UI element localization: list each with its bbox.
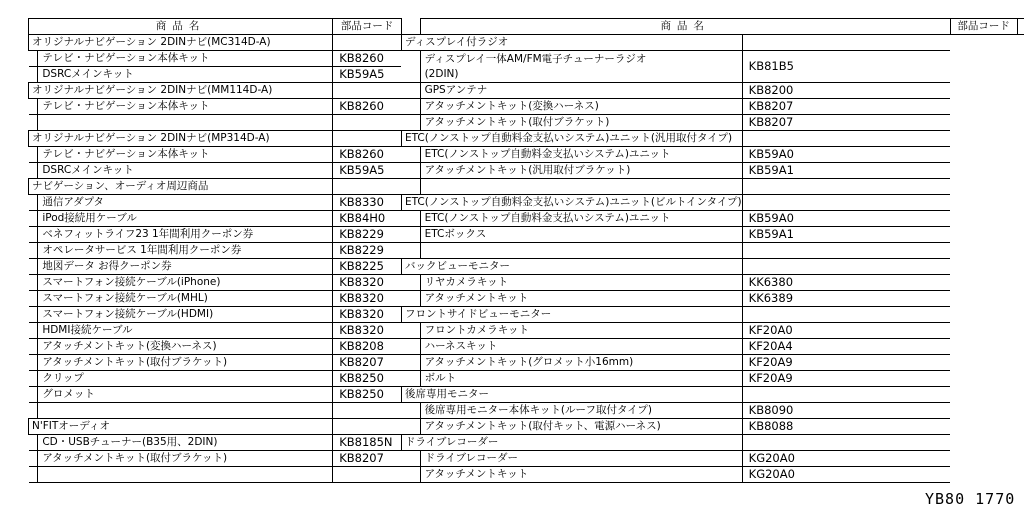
left-indent-cell xyxy=(29,163,38,179)
right-part-code: KK6380 xyxy=(742,275,950,291)
table-row xyxy=(29,83,1024,99)
left-indent-cell xyxy=(29,195,38,211)
right-indent-cell xyxy=(401,339,420,355)
right-item-label-line2: (2DIN) xyxy=(424,67,459,80)
table-row xyxy=(29,243,1024,259)
right-item-label xyxy=(420,243,742,259)
left-part-code: KB8320 xyxy=(333,323,402,339)
left-part-code: KB8229 xyxy=(333,243,402,259)
left-item-label: テレビ・ナビゲーション本体キット xyxy=(38,51,333,67)
left-indent-cell xyxy=(29,115,38,131)
right-indent-cell xyxy=(401,451,420,467)
left-part-code xyxy=(333,131,402,147)
right-part-code xyxy=(742,243,950,259)
table-row xyxy=(29,115,1024,131)
column-separator xyxy=(401,19,420,35)
left-indent-cell xyxy=(29,259,38,275)
table-row xyxy=(29,275,1024,291)
left-item-label: グロメット xyxy=(38,387,333,403)
left-indent-cell xyxy=(29,67,38,83)
right-part-code: KB8088 xyxy=(742,419,950,435)
right-part-code: KG20A0 xyxy=(742,467,950,483)
left-item-label: クリップ xyxy=(38,371,333,387)
left-part-code: KB8320 xyxy=(333,291,402,307)
right-category-label: バックビューモニター xyxy=(401,259,742,275)
right-item-label: ETCボックス xyxy=(420,227,742,243)
table-row xyxy=(29,323,1024,339)
right-indent-cell xyxy=(401,467,420,483)
right-name-header: 商品名 xyxy=(420,19,950,35)
right-item-label: アタッチメントキット xyxy=(420,291,742,307)
right-part-code: KF20A9 xyxy=(742,355,950,371)
left-part-code: KB8260 xyxy=(333,51,402,67)
right-indent-cell xyxy=(401,291,420,307)
left-part-code xyxy=(333,115,402,131)
left-item-label: ベネフィットライフ23 1年間利用クーポン券 xyxy=(38,227,333,243)
right-part-code xyxy=(742,179,950,195)
left-item-label: 地図データ お得クーポン券 xyxy=(38,259,333,275)
left-indent-cell xyxy=(29,51,38,67)
left-item-label: オペレータサービス 1年間利用クーポン券 xyxy=(38,243,333,259)
left-item-label: iPod接続用ケーブル xyxy=(38,211,333,227)
right-indent-cell xyxy=(401,51,420,83)
right-item-label: GPSアンテナ xyxy=(420,83,742,99)
left-item-label: DSRCメインキット xyxy=(38,163,333,179)
right-item-label: アタッチメントキット(取付キット、電源ハーネス) xyxy=(420,419,742,435)
right-indent-cell xyxy=(401,323,420,339)
right-category-label: フロントサイドビューモニター xyxy=(401,307,742,323)
left-indent-cell xyxy=(29,99,38,115)
right-part-code: KB81B5 xyxy=(742,51,950,83)
left-part-code: KB8260 xyxy=(333,147,402,163)
table-row xyxy=(29,147,1024,163)
left-category-label: N'FITオーディオ xyxy=(29,419,333,435)
table-row xyxy=(29,371,1024,387)
left-part-code: KB8330 xyxy=(333,195,402,211)
left-indent-cell xyxy=(29,211,38,227)
left-part-code: KB8207 xyxy=(333,451,402,467)
right-part-code xyxy=(742,307,950,323)
table-row xyxy=(29,355,1024,371)
left-item-label: 通信アダプタ xyxy=(38,195,333,211)
left-item-label: DSRCメインキット xyxy=(38,67,333,83)
right-category-label: ディスプレイ付ラジオ xyxy=(401,35,742,51)
right-item-label: フロントカメラキット xyxy=(420,323,742,339)
right-part-code xyxy=(742,259,950,275)
right-item-label: 後席専用モニター本体キット(ルーフ取付タイプ) xyxy=(420,403,742,419)
right-edge-strip xyxy=(1017,19,1024,35)
left-category-label: オリジナルナビゲーション 2DINナビ(MP314D-A) xyxy=(29,131,333,147)
left-indent-cell xyxy=(29,291,38,307)
right-part-code: KF20A0 xyxy=(742,323,950,339)
right-indent-cell xyxy=(401,179,420,195)
left-category-label: ナビゲーション、オーディオ周辺商品 xyxy=(29,179,333,195)
right-indent-cell xyxy=(401,355,420,371)
reference-number: YB80 1770 xyxy=(925,490,1016,508)
left-part-code: KB8320 xyxy=(333,307,402,323)
left-item-label: スマートフォン接続ケーブル(MHL) xyxy=(38,291,333,307)
left-part-code xyxy=(333,83,402,99)
left-indent-cell xyxy=(29,467,38,483)
left-part-code: KB59A5 xyxy=(333,163,402,179)
right-item-label: ハーネスキット xyxy=(420,339,742,355)
left-part-code xyxy=(333,403,402,419)
right-part-code: KB8207 xyxy=(742,115,950,131)
right-part-code: KB8207 xyxy=(742,99,950,115)
left-part-code: KB8250 xyxy=(333,371,402,387)
right-item-label: アタッチメントキット xyxy=(420,467,742,483)
right-part-code: KB8200 xyxy=(742,83,950,99)
parts-table-sheet xyxy=(28,18,1024,483)
table-row xyxy=(29,339,1024,355)
left-code-header: 部品コード xyxy=(333,19,402,35)
left-item-label xyxy=(38,467,333,483)
right-item-label: リヤカメラキット xyxy=(420,275,742,291)
table-row xyxy=(29,35,1024,51)
table-row xyxy=(29,307,1024,323)
left-category-label: オリジナルナビゲーション 2DINナビ(MC314D-A) xyxy=(29,35,333,51)
left-part-code: KB8229 xyxy=(333,227,402,243)
left-part-code: KB8250 xyxy=(333,387,402,403)
right-item-label: ETC(ノンストップ自動料金支払いシステム)ユニット xyxy=(420,211,742,227)
right-category-label: ドライブレコーダー xyxy=(401,435,742,451)
right-item-label: アタッチメントキット(グロメット小16mm) xyxy=(420,355,742,371)
left-part-code: KB8225 xyxy=(333,259,402,275)
right-indent-cell xyxy=(401,403,420,419)
left-part-code: KB59A5 xyxy=(333,67,402,83)
right-part-code xyxy=(742,131,950,147)
right-part-code xyxy=(742,435,950,451)
left-item-label: テレビ・ナビゲーション本体キット xyxy=(38,99,333,115)
right-category-label: 後席専用モニター xyxy=(401,387,742,403)
left-part-code: KB84H0 xyxy=(333,211,402,227)
right-item-label-multiline xyxy=(420,51,742,83)
table-row xyxy=(29,51,1024,67)
table-row xyxy=(29,179,1024,195)
table-row xyxy=(29,163,1024,179)
right-indent-cell xyxy=(401,115,420,131)
left-indent-cell xyxy=(29,371,38,387)
left-indent-cell xyxy=(29,339,38,355)
right-part-code xyxy=(742,387,950,403)
left-item-label xyxy=(38,115,333,131)
left-indent-cell xyxy=(29,435,38,451)
table-body xyxy=(29,35,1024,483)
right-indent-cell xyxy=(401,147,420,163)
right-item-label: ETC(ノンストップ自動料金支払いシステム)ユニット xyxy=(420,147,742,163)
left-indent-cell xyxy=(29,275,38,291)
right-item-label: アタッチメントキット(取付ブラケット) xyxy=(420,115,742,131)
left-indent-cell xyxy=(29,451,38,467)
right-item-label: アタッチメントキット(変換ハーネス) xyxy=(420,99,742,115)
right-item-label: アタッチメントキット(汎用取付ブラケット) xyxy=(420,163,742,179)
right-part-code: KB59A0 xyxy=(742,147,950,163)
right-part-code xyxy=(742,35,950,51)
table-row xyxy=(29,451,1024,467)
parts-table xyxy=(28,18,1024,483)
left-part-code: KB8208 xyxy=(333,339,402,355)
right-indent-cell xyxy=(401,275,420,291)
right-indent-cell xyxy=(401,371,420,387)
left-part-code xyxy=(333,35,402,51)
left-indent-cell xyxy=(29,243,38,259)
left-indent-cell xyxy=(29,387,38,403)
right-part-code: KG20A0 xyxy=(742,451,950,467)
left-indent-cell xyxy=(29,403,38,419)
right-indent-cell xyxy=(401,163,420,179)
table-row xyxy=(29,291,1024,307)
table-header-row xyxy=(29,19,1024,35)
right-item-label xyxy=(420,179,742,195)
left-part-code: KB8185N xyxy=(333,435,402,451)
right-part-code: KF20A4 xyxy=(742,339,950,355)
left-part-code xyxy=(333,179,402,195)
right-part-code: KB8090 xyxy=(742,403,950,419)
left-part-code: KB8260 xyxy=(333,99,402,115)
left-item-label: HDMI接続ケーブル xyxy=(38,323,333,339)
right-indent-cell xyxy=(401,99,420,115)
left-item-label: アタッチメントキット(変換ハーネス) xyxy=(38,339,333,355)
right-indent-cell xyxy=(401,227,420,243)
right-indent-cell xyxy=(401,211,420,227)
right-item-label-line1: ディスプレイ一体AM/FM電子チューナーラジオ xyxy=(424,52,647,65)
right-part-code: KB59A1 xyxy=(742,227,950,243)
right-part-code: KB59A1 xyxy=(742,163,950,179)
right-item-label: ドライブレコーダー xyxy=(420,451,742,467)
left-item-label xyxy=(38,403,333,419)
left-part-code xyxy=(333,419,402,435)
right-indent-cell xyxy=(401,83,420,99)
table-row xyxy=(29,211,1024,227)
left-name-header: 商品名 xyxy=(29,19,333,35)
left-item-label: アタッチメントキット(取付ブラケット) xyxy=(38,355,333,371)
right-part-code: KB59A0 xyxy=(742,211,950,227)
right-part-code xyxy=(742,195,950,211)
right-part-code: KF20A9 xyxy=(742,371,950,387)
table-row xyxy=(29,99,1024,115)
left-item-label: スマートフォン接続ケーブル(iPhone) xyxy=(38,275,333,291)
right-category-label: ETC(ノンストップ自動料金支払いシステム)ユニット(汎用取付タイプ) xyxy=(401,131,742,147)
right-part-code: KK6389 xyxy=(742,291,950,307)
left-item-label: スマートフォン接続ケーブル(HDMI) xyxy=(38,307,333,323)
left-indent-cell xyxy=(29,323,38,339)
right-code-header: 部品コード xyxy=(950,19,1017,35)
table-row xyxy=(29,403,1024,419)
left-part-code: KB8207 xyxy=(333,355,402,371)
left-part-code: KB8320 xyxy=(333,275,402,291)
right-indent-cell xyxy=(401,419,420,435)
left-item-label: アタッチメントキット(取付ブラケット) xyxy=(38,451,333,467)
table-row xyxy=(29,259,1024,275)
left-indent-cell xyxy=(29,227,38,243)
table-row xyxy=(29,227,1024,243)
right-category-label: ETC(ノンストップ自動料金支払いシステム)ユニット(ビルトインタイプ) xyxy=(401,195,742,211)
table-row xyxy=(29,387,1024,403)
right-item-label: ボルト xyxy=(420,371,742,387)
table-row xyxy=(29,435,1024,451)
right-indent-cell xyxy=(401,243,420,259)
left-item-label: テレビ・ナビゲーション本体キット xyxy=(38,147,333,163)
left-indent-cell xyxy=(29,355,38,371)
table-row xyxy=(29,419,1024,435)
table-row xyxy=(29,131,1024,147)
table-row xyxy=(29,467,1024,483)
left-category-label: オリジナルナビゲーション 2DINナビ(MM114D-A) xyxy=(29,83,333,99)
left-item-label: CD・USBチューナー(B35用、2DIN) xyxy=(38,435,333,451)
left-part-code xyxy=(333,467,402,483)
table-row xyxy=(29,195,1024,211)
left-indent-cell xyxy=(29,307,38,323)
left-indent-cell xyxy=(29,147,38,163)
